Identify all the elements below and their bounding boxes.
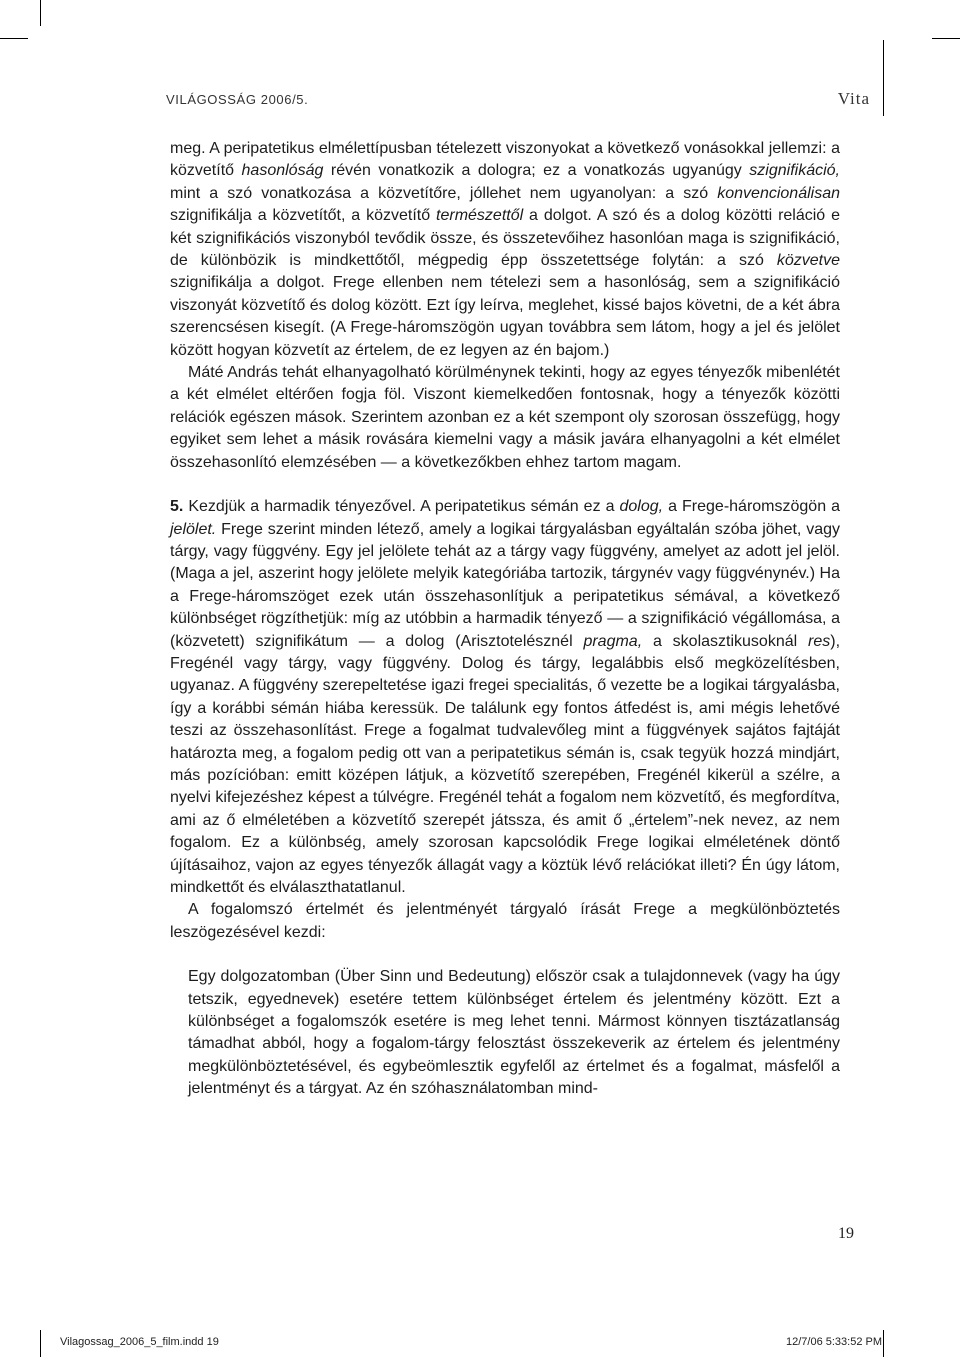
paragraph: [170, 496, 840, 899]
section-number: 5.: [170, 498, 184, 516]
text-run: mint a szó vonatkozása a közvetítőre, jóllehet nem ugyanolyan: a szó: [170, 184, 718, 202]
text-run: szignifikálja a dolgot. Frege ellenben nem tételezi sem a hasonlóság, sem a szignifikáció viszonyát közvetítő és dolog között. Ezt így leírva, meglehet, kissé bajos követni, de a két ábra szerencsésen kisegít. (A Frege-háromszögön ugyan továbbra sem látom, hogy a jel és jelölet között hogyan közvetít az értelem, de ez legyen az én bajom.): [170, 274, 840, 359]
italic-text: szignifikáció,: [749, 162, 840, 180]
italic-text: jelölet.: [170, 520, 217, 538]
italic-text: pragma,: [583, 632, 643, 650]
print-slug-file: Vilagossag_2006_5_film.indd 19: [60, 1336, 219, 1348]
italic-text: közvetve: [776, 252, 840, 270]
crop-mark-bottom-right: [883, 1330, 884, 1357]
crop-mark-top-right: [883, 40, 884, 116]
italic-text: konvencionálisan: [717, 184, 840, 202]
text-run: ), Fregénél vagy tárgy, vagy függvény. Dolog és tárgy, legalábbis első megközelítésben, ugyanaz. A függvény szerepeltetése igazi fregei specialitás, ő vezette be a logikai tárgyalásba, így a korábbi sémán hiába keressük. De találunk egy fontos átfedést is, ami mégis lehetővé teszi az összehasonlítást. Frege a fogalmat tudvalevőleg mint a függvények sajátos fajtáját határozta meg, a fogalom pedig ott van a peripatetikus sémán is, csak tegyük hozzá mindjárt, más pozícióban: emitt középen látjuk, a közvetítő szerepében, Fregénél kikerül a szélre, a nyelvi kifejezéshez képest a túlvégre. Fregénél tehát a fogalom nem közvetítő, és megfordítva, ami az ő elméletében a közvetítő szerepét játssza, és amit ő „értelem”-nek nevez, az nem fogalom. Ez a különbség, amely szorosan kapcsolódik Frege logikai elméletének döntő újításaihoz, vajon az egyes tényezők állagát vagy a köztük lévő relációkat illeti? Én úgy látom, mindkettőt és elválaszthatatlanul.: [170, 632, 841, 896]
text-run: Máté András tehát elhanyagolható körülménynek tekinti, hogy az egyes tényezők mibenlétét a két elmélet eltérően fogja föl. Viszont kiemelkedően fontosnak, hogy a tényezők közötti relációk egészen mások. Szerintem azonban ez a két szempont oly szorosan összefügg, hogy egyiket sem lehet a másik rovására kiemelni vagy a másik javára elhanyagolni a két elmélet összehasonlító elemzésében — a következőkben ehhez tartom magam.: [170, 364, 840, 471]
text-run: szignifikálja a közvetítőt, a közvetítő: [170, 207, 437, 225]
print-slug-date: 12/7/06 5:33:52 PM: [786, 1336, 883, 1348]
text-run: Egy dolgozatomban (Über Sinn und Bedeutung) először csak a tulajdonnevek (vagy ha úgy tetszik, egyednevek) esetére tettem különbséget értelem és jelentmény között. Ezt a különbséget a fogalomszók esetére is meg lehet tenni. Mármost könnyen tisztázatlanság támadhat abból, hogy a fogalom-tárgy felosztást összekeverik az értelem és jelentmény megkülönböztetésével, és egybeömlesztik egyfelől az értelmet és a fogalmat, másfelől a jelentményt és a tárgyat. Az én szóhasználatomban mind-: [188, 968, 840, 1098]
text-run: a skolasztikusoknál: [642, 632, 808, 650]
running-head: VILÁGOSSÁG 2006/5.: [166, 92, 309, 107]
italic-text: hasonlóság: [241, 162, 324, 180]
text-run: Kezdjük a harmadik tényezővel. A peripatetikus sémán ez a: [183, 498, 620, 516]
crop-mark-top-right-h: [932, 38, 960, 39]
italic-text: dolog,: [619, 498, 664, 516]
crop-mark-top-left-h: [0, 38, 28, 39]
paragraph: [170, 362, 840, 474]
section-label: Vita: [837, 89, 870, 108]
paragraph: [170, 899, 840, 944]
italic-text: természettől: [436, 207, 524, 225]
article-body: [170, 138, 840, 1101]
italic-text: res: [808, 632, 831, 650]
crop-mark-top-left: [40, 0, 41, 26]
block-quote: [188, 966, 840, 1100]
text-run: A fogalomszó értelmét és jelentményét tárgyaló írását Frege a megkülönböztetés leszögezésével kezdi:: [170, 901, 840, 941]
crop-mark-bottom-left: [40, 1330, 41, 1357]
text-run: a Frege-háromszögön a: [663, 498, 841, 516]
text-run: Frege szerint minden létező, amely a logikai tárgyalásban egyáltalán szóba jöhet, vagy tárgy, vagy függvény. Egy jel jelölete tehát az a tárgy vagy függvény, amelyet az adott jel jelöl. (Maga a jel, aszerint hogy jelölete melyik kategóriába tartozik, tárgynév vagy függvénynév.) Ha a Frege-háromszöget ezek után összehasonlítjuk a peripatetikus sémával, a következő különbséget rögzíthetjük: míg az utóbbin a harmadik tényező — a szignifikáció végállomása, a (közvetett) szignifikátum — a dolog (Arisztotelésznél: [170, 520, 840, 650]
text-run: meg. A peripatetikus elmélettípusban tételezett viszonyokat a következő vonásokkal jellemzi: a közvetítő: [170, 140, 840, 180]
text-run: révén vonatkozik a dologra; ez a vonatkozás ugyanúgy: [323, 162, 750, 180]
page-number: 19: [838, 1225, 854, 1242]
text-run: a dolgot. A szó és a dolog közötti reláció e két szignifikációs viszonyból tevődik össze, és összetevőihez hasonlóan maga is szignifikáció, de különbözik is mindkettőtől, mégpedig épp összetettsége folytán: a szó: [170, 207, 840, 270]
paragraph: [170, 138, 840, 362]
